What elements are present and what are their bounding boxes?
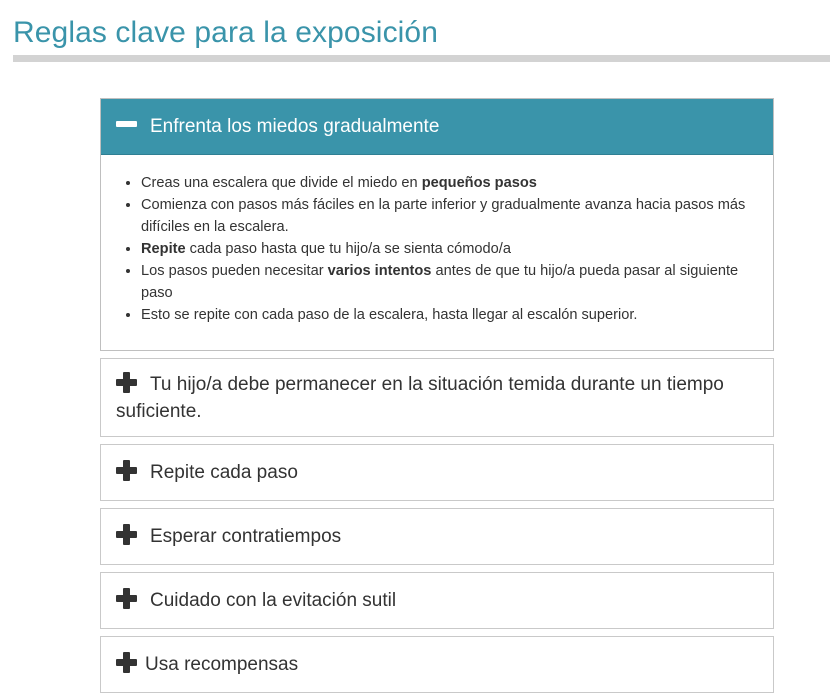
item-text: Comienza con pasos más fáciles en la parte inferior y gradualmente avanza hacia pasos más difíciles en la escalera. — [141, 197, 746, 235]
accordion-header-label: Esperar contratiempos — [150, 526, 342, 547]
accordion-header-setbacks[interactable] — [101, 509, 773, 564]
accordion-panel-repeat — [100, 444, 774, 501]
list-item — [141, 304, 749, 326]
accordion-header-label: Cuidado con la evitación sutil — [150, 590, 397, 611]
accordion-panel-rewards — [100, 636, 774, 693]
accordion-header-avoidance[interactable] — [101, 573, 773, 628]
accordion-header-label: Tu hijo/a debe permanecer en la situación temida durante un tiempo suficiente. — [116, 374, 724, 422]
list-item — [141, 238, 749, 260]
item-bold-text: Repite — [141, 241, 186, 257]
item-text: antes de que tu hijo/a pueda pasar al siguiente paso — [141, 263, 739, 301]
accordion-header-rewards[interactable] — [101, 637, 773, 692]
accordion-panel-avoidance — [100, 572, 774, 629]
item-text: Los pasos pueden necesitar — [141, 263, 328, 279]
accordion-body-gradual — [101, 155, 773, 350]
item-text: cada paso hasta que tu hijo/a se sienta cómodo/a — [185, 241, 511, 257]
accordion-header-repeat[interactable] — [101, 445, 773, 500]
plus-icon — [116, 588, 137, 609]
accordion-panel-gradual — [100, 98, 774, 351]
page-title: Reglas clave para la exposición — [13, 16, 439, 49]
accordion-header-label: Enfrenta los miedos gradualmente — [150, 116, 440, 137]
item-bold-text: pequeños pasos — [421, 175, 537, 191]
plus-icon — [116, 652, 137, 673]
minus-icon — [116, 114, 137, 135]
list-item — [141, 260, 749, 304]
list-item — [141, 172, 749, 194]
item-bold-text: varios intentos — [327, 263, 432, 279]
plus-icon — [116, 460, 137, 481]
bullet-list — [124, 172, 749, 326]
plus-icon — [116, 372, 137, 393]
accordion-header-duration[interactable] — [101, 359, 773, 436]
title-divider — [13, 55, 830, 62]
list-item — [141, 194, 749, 238]
accordion-header-label: Usa recompensas — [145, 654, 299, 675]
plus-icon — [116, 524, 137, 545]
accordion — [100, 98, 774, 700]
accordion-header-label: Repite cada paso — [150, 462, 298, 483]
accordion-panel-setbacks — [100, 508, 774, 565]
item-text: Creas una escalera que divide el miedo en — [141, 175, 422, 191]
accordion-panel-duration — [100, 358, 774, 437]
accordion-header-gradual[interactable] — [101, 99, 773, 155]
item-text: Esto se repite con cada paso de la escalera, hasta llegar al escalón superior. — [141, 307, 638, 323]
